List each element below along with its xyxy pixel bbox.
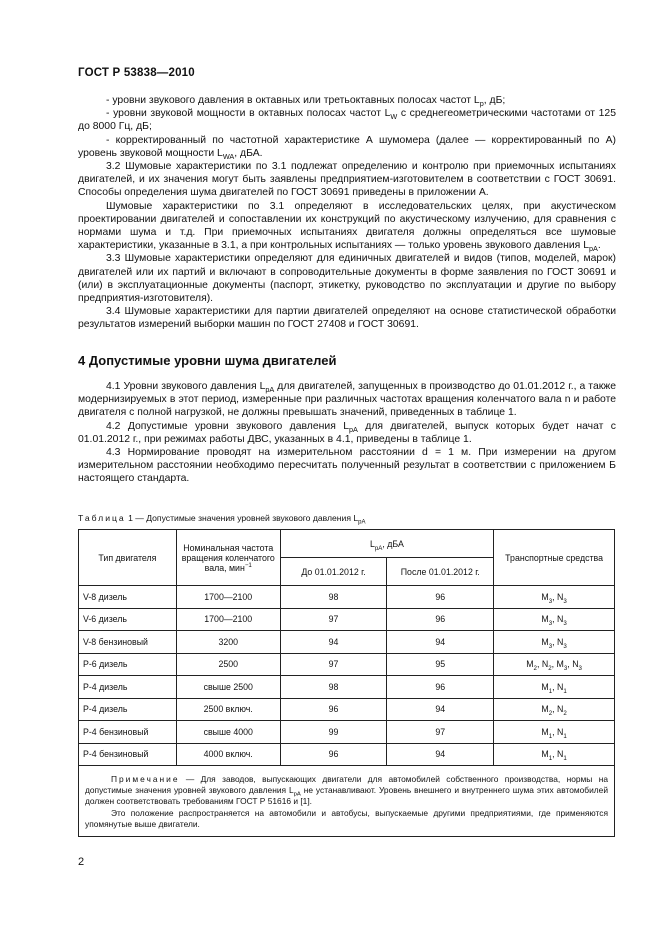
- cell-after: 96: [387, 608, 494, 631]
- column-header-type: Тип двигателя: [79, 530, 177, 586]
- cell-after: 94: [387, 743, 494, 766]
- cell-after: 96: [387, 676, 494, 699]
- table-note: Примечание — Для заводов, выпускающих двигатели для автомобилей собственного производства, нормы на допустимые значения уровней звукового давления $L_{pA}$ не устанавливают. Уровень внешнего и внутреннего шума этих автомобилей должен соответствовать требованиям ГОСТ Р 51616 и [1]. Это положение распространяется на автомобили и автобусы, выпускаемые другими предприятиями, где применяются упомянутые выше двигатели.: [79, 766, 615, 837]
- cell-before: 97: [280, 608, 387, 631]
- cell-transport: $M_3$, $N_3$: [494, 631, 615, 654]
- list-item: - корректированный по частотной характеристике А шумомера (далее — корректированный по А) уровень звуковой мощности $L_{WA}$, дБА.: [78, 134, 616, 161]
- paragraph-4-2: 4.2 Допустимые уровни звукового давления $L_{pA}$ для двигателей, выпуск которых будет начат с 01.01.2012 г., при режимах работы ДВС, указанных в 4.1, приведены в таблице 1.: [78, 420, 616, 445]
- table-row: [79, 631, 615, 654]
- cell-transport: $M_3$, $N_3$: [494, 586, 615, 609]
- cell-engine-type: Р-4 бензиновый: [79, 721, 177, 744]
- paragraph-3-2: 3.2 Шумовые характеристики по 3.1 подлежат определению и контролю при приемочных испытаниях двигателей, и их значения могут быть заявлены предприятием-изготовителем в соответствии с ГОСТ 30691. Способы определения шума двигателей по ГОСТ 30691 приведены в приложении А.: [78, 161, 616, 199]
- cell-transport: $M_1$, $N_1$: [494, 743, 615, 766]
- cell-before: 94: [280, 631, 387, 654]
- table-caption: Таблица 1 — Допустимые значения уровней звукового давления $L_{pA}$: [78, 513, 366, 526]
- cell-frequency: 3200: [176, 631, 280, 654]
- column-header-frequency: Номинальная частота вращения коленчатого вала, мин$^{-1}$: [176, 530, 280, 586]
- cell-transport: $M_1$, $N_1$: [494, 721, 615, 744]
- table-row: [79, 721, 615, 744]
- cell-before: 99: [280, 721, 387, 744]
- cell-transport: $M_3$, $N_3$: [494, 608, 615, 631]
- column-header-level: $L_{pA}$, дБА: [280, 530, 494, 558]
- cell-after: 94: [387, 698, 494, 721]
- paragraph-3-4: 3.4 Шумовые характеристики для партии двигателей определяют на основе статистической обработки результатов измерений выборки машин по ГОСТ 27408 и ГОСТ 30691.: [78, 306, 616, 331]
- section-3-continuation: [78, 94, 616, 332]
- cell-frequency: 2500: [176, 653, 280, 676]
- cell-engine-type: Р-4 дизель: [79, 698, 177, 721]
- cell-after: 95: [387, 653, 494, 676]
- table-row: [79, 698, 615, 721]
- table-row: [79, 608, 615, 631]
- cell-before: 96: [280, 698, 387, 721]
- list-item: - уровни звукового давления в октавных или третьоктавных полосах частот $L_p$, дБ;: [106, 95, 506, 109]
- table-row: [79, 676, 615, 699]
- list-item: - уровни звуковой мощности в октавных полосах частот $L_W$ с среднегеометрическими частотами от 125 до 8000 Гц, дБ;: [78, 108, 616, 133]
- column-header-after: После 01.01.2012 г.: [387, 558, 494, 586]
- noise-limits-table: [78, 529, 615, 837]
- cell-before: 96: [280, 743, 387, 766]
- cell-after: 94: [387, 631, 494, 654]
- cell-engine-type: V-8 бензиновый: [79, 631, 177, 654]
- paragraph-4-3: 4.3 Нормирование проводят на измерительном расстоянии d = 1 м. При измерении на другом измерительном расстоянии необходимо пересчитать полученный результат в соответствии с приложением Б настоящего стандарта.: [78, 447, 616, 485]
- cell-frequency: 2500 включ.: [176, 698, 280, 721]
- cell-before: 98: [280, 676, 387, 699]
- table-row: [79, 586, 615, 609]
- cell-engine-type: V-6 дизель: [79, 608, 177, 631]
- column-header-before: До 01.01.2012 г.: [280, 558, 387, 586]
- section-4-body: [78, 380, 616, 486]
- cell-engine-type: Р-4 дизель: [79, 676, 177, 699]
- column-header-transport: Транспортные средства: [494, 530, 615, 586]
- cell-engine-type: Р-4 бензиновый: [79, 743, 177, 766]
- cell-engine-type: V-8 дизель: [79, 586, 177, 609]
- cell-engine-type: Р-6 дизель: [79, 653, 177, 676]
- cell-frequency: 1700—2100: [176, 586, 280, 609]
- cell-transport: $M_1$, $N_1$: [494, 676, 615, 699]
- cell-transport: $M_2$, $N_2$: [494, 698, 615, 721]
- document-header: ГОСТ Р 53838—2010: [78, 67, 195, 79]
- paragraph-4-1: 4.1 Уровни звукового давления $L_{pA}$ для двигателей, запущенных в производство до 01.01.2012 г., а также модернизируемых в этот период, измеренные при различных частотах вращения коленчатого вала n и работе двигателя с полной нагрузкой, не должны превышать значений, приведенных в таблице 1.: [78, 381, 616, 419]
- paragraph-3-3: 3.3 Шумовые характеристики определяют для единичных двигателей и видов (типов, моделей, марок) двигателей или их партий и включают в сопроводительные документы в форме заявления по ГОСТ 30691 и (или) в эксплуатационные документы (паспорт, этикетку, руководство по эксплуатации и другие по выбору предприятия-изготовителя).: [78, 253, 616, 305]
- cell-after: 96: [387, 586, 494, 609]
- cell-before: 98: [280, 586, 387, 609]
- section-4-title: 4 Допустимые уровни шума двигателей: [78, 353, 337, 368]
- cell-frequency: 1700—2100: [176, 608, 280, 631]
- cell-frequency: свыше 2500: [176, 676, 280, 699]
- paragraph-3-2-cont: Шумовые характеристики по 3.1 определяют в исследовательских целях, при акустическом проектировании двигателей и сопоставлении их конструкций по акустическому излучению, для сравнения с нормами шума и т.д. При приемочных испытаниях двигателя должны определяться все шумовые характеристики, указанные в 3.1, а при контрольных испытаниях — только уровень звукового давления $L_{pA}$.: [78, 200, 616, 254]
- page-number: 2: [78, 856, 85, 868]
- cell-transport: $M_2$, $N_2$, $M_3$, $N_3$: [494, 653, 615, 676]
- cell-frequency: свыше 4000: [176, 721, 280, 744]
- cell-after: 97: [387, 721, 494, 744]
- table-row: [79, 743, 615, 766]
- cell-before: 97: [280, 653, 387, 676]
- table-row: [79, 653, 615, 676]
- cell-frequency: 4000 включ.: [176, 743, 280, 766]
